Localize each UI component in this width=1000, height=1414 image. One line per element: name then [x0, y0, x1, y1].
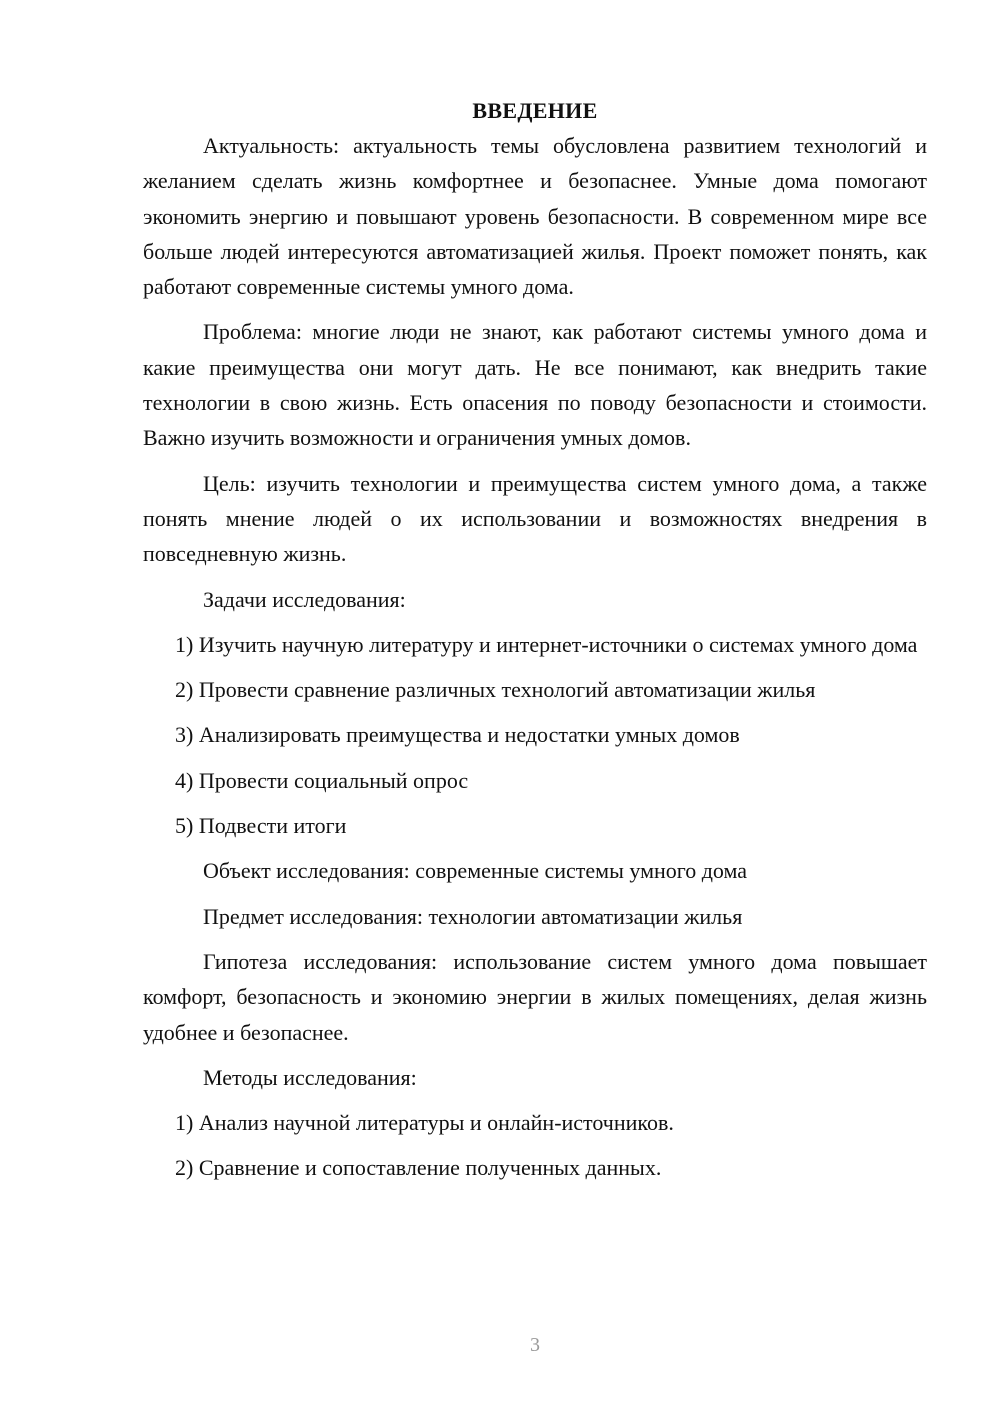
task-item: 1) Изучить научную литературу и интернет-источники о системах умного дома: [175, 631, 918, 657]
task-item: 3) Анализировать преимущества и недостатки умных домов: [175, 722, 740, 748]
method-item: 1) Анализ научной литературы и онлайн-источников.: [175, 1110, 674, 1136]
task-item: 2) Провести сравнение различных технологий автоматизации жилья: [175, 677, 816, 703]
task-item: 5) Подвести итоги: [175, 813, 347, 839]
section-title: ВВЕДЕНИЕ: [472, 98, 598, 123]
paragraph-relevance: Актуальность: актуальность темы обусловлена развитием технологий и желанием сделать жизнь комфортнее и безопаснее. Умные дома помогают экономить энергию и повышают уровень безопасности. В современном мире все больше людей интересуются автоматизацией жилья. Проект поможет понять, как работают современные системы умного дома.: [143, 133, 927, 300]
paragraph-hypothesis: Гипотеза исследования: использование систем умного дома повышает комфорт, безопасность и экономию энергии в жилых помещениях, делая жизнь удобнее и безопаснее.: [143, 948, 927, 1045]
paragraph-subject: Предмет исследования: технологии автоматизации жилья: [203, 903, 743, 929]
page-number: 3: [530, 1334, 540, 1356]
methods-heading: Методы исследования:: [203, 1064, 417, 1090]
method-item: 2) Сравнение и сопоставление полученных данных.: [175, 1155, 662, 1181]
task-item: 4) Провести социальный опрос: [175, 767, 469, 793]
paragraph-problem: Проблема: многие люди не знают, как работают системы умного дома и какие преимущества они могут дать. Не все понимают, как внедрить такие технологии в свою жизнь. Есть опасения по поводу безопасности и стоимости. Важно изучить возможности и ограничения умных домов.: [143, 319, 927, 451]
tasks-heading: Задачи исследования:: [203, 586, 406, 612]
paragraph-goal: Цель: изучить технологии и преимущества систем умного дома, а также понять мнение людей о их использовании и возможностях внедрения в повседневную жизнь.: [143, 470, 927, 567]
paragraph-object: Объект исследования: современные системы умного дома: [203, 858, 748, 884]
